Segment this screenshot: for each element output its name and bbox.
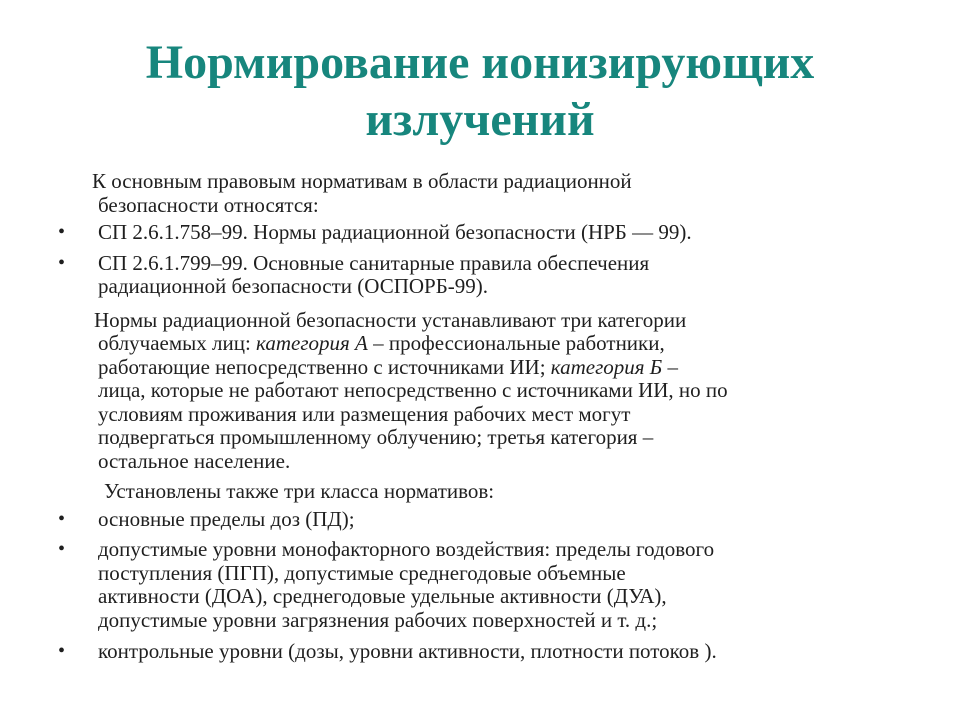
categories-line	[98, 356, 960, 380]
class-line: контрольные уровни (дозы, уровни активности, плотности потоков ).	[98, 639, 717, 663]
text-run: –	[662, 354, 678, 379]
class-line: активности (ДОА), среднегодовые удельные активности (ДУА),	[98, 584, 667, 608]
doc-bullet-2	[0, 252, 960, 299]
class-bullet-3	[0, 640, 960, 664]
classes-intro-line: Установлены также три класса нормативов:	[104, 479, 495, 503]
class-line: основные пределы доз (ПД);	[98, 506, 355, 531]
intro-line-1: К основным правовым нормативам в области радиационной	[92, 169, 632, 193]
categories-paragraph	[0, 309, 960, 474]
intro-line-2: безопасности относятся:	[98, 192, 319, 217]
bullet-dot-icon: •	[58, 507, 66, 530]
categories-line: остальное население.	[98, 448, 291, 473]
categories-line: подвергаться промышленному облучению; третья категория –	[98, 425, 654, 449]
intro-paragraph	[0, 170, 960, 217]
classes-intro	[0, 480, 960, 504]
doc-bullet-1	[0, 221, 960, 245]
categories-line: лица, которые не работают непосредственно с источниками ИИ, но по	[98, 378, 728, 402]
bullet-dot-icon: •	[58, 538, 66, 560]
bullet-dot-icon: •	[58, 640, 66, 662]
class-line: допустимые уровни монофакторного воздействия: пределы годового	[98, 537, 715, 561]
slide-body	[0, 170, 960, 664]
doc-line: СП 2.6.1.758–99. Нормы радиационной безопасности (НРБ — 99).	[98, 220, 692, 244]
doc-line: радиационной безопасности (ОСПОРБ-99).	[98, 274, 489, 298]
bullet-dot-icon: •	[58, 251, 66, 274]
doc-line: СП 2.6.1.799–99. Основные санитарные правила обеспечения	[98, 250, 650, 275]
categories-line: Нормы радиационной безопасности устанавливают три категории	[94, 307, 687, 332]
text-run: работающие непосредственно с источниками ИИ;	[98, 354, 551, 379]
categories-line	[98, 332, 960, 356]
categories-line: условиям проживания или размещения рабочих мест могут	[98, 401, 631, 426]
bullet-dot-icon: •	[58, 221, 66, 243]
category-a-term: категория А	[256, 331, 368, 355]
slide-title	[80, 34, 880, 148]
text-run: облучаемых лиц:	[98, 331, 257, 355]
text-run: – профессиональные работники,	[367, 331, 665, 355]
category-b-term: категория Б	[550, 354, 663, 379]
class-line: допустимые уровни загрязнения рабочих поверхностей и т. д.;	[98, 607, 658, 632]
class-bullet-2	[0, 538, 960, 632]
title-line-2: излучений	[365, 93, 595, 146]
title-line-1: Нормирование ионизирующих	[145, 36, 815, 89]
class-bullet-1	[0, 508, 960, 532]
class-line: поступления (ПГП), допустимые среднегодовые объемные	[98, 560, 626, 585]
